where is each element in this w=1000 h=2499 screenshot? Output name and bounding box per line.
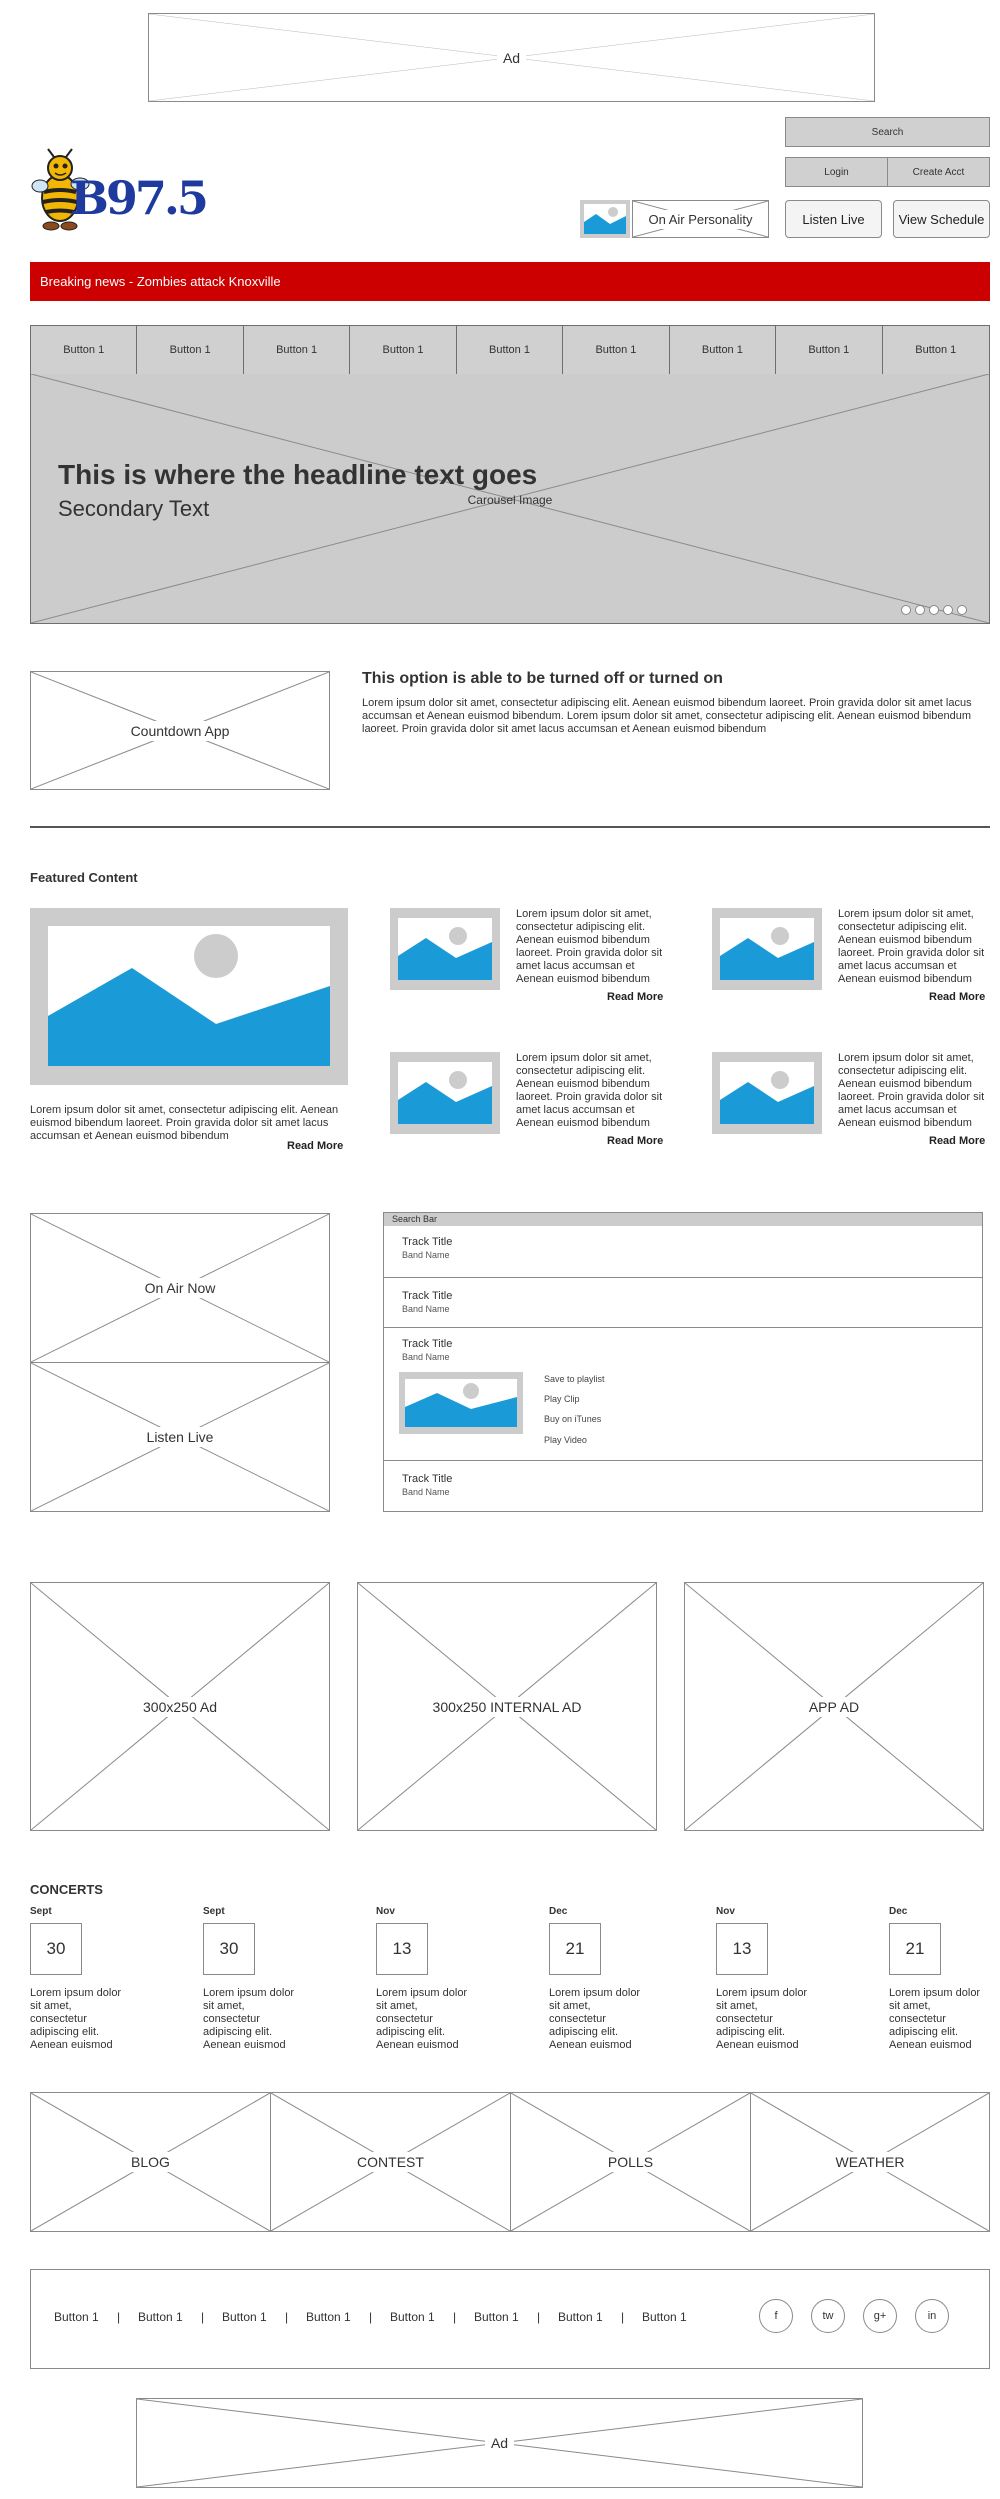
weather-tile-label: WEATHER	[830, 2152, 911, 2172]
listen-live-box[interactable]	[30, 1362, 330, 1512]
search-bar[interactable]	[384, 1213, 982, 1226]
optional-section-body: Lorem ipsum dolor sit amet, consectetur adipiscing elit. Aenean euismod bibendum laoreet. Proin gravida dolor sit amet lacus accumsan et Aenean euismod bibendum. Lorem ipsum dolor sit amet, consectetur adipiscing elit. Aenean euismod bibendum laoreet. Proin gravida dolor sit amet lacus accumsan et Aenean euismod bibendum	[362, 697, 972, 735]
carousel-dot[interactable]	[901, 605, 911, 615]
create-account-button[interactable]: Create Acct	[887, 157, 990, 187]
featured-item-text: Lorem ipsum dolor sit amet, consectetur adipiscing elit. Aenean euismod bibendum laoreet. Proin gravida dolor sit amet lacus accumsan et Aenean euismod bibendum	[516, 1052, 663, 1129]
app-ad-box[interactable]	[684, 1582, 984, 1831]
bottom-ad-label: Ad	[485, 2433, 514, 2453]
footer-nav-button[interactable]: Button 1	[306, 2310, 351, 2324]
footer-nav-button[interactable]: Button 1	[54, 2310, 99, 2324]
countdown-app[interactable]	[30, 671, 330, 790]
image-placeholder-icon	[398, 1062, 492, 1124]
image-placeholder-icon	[48, 926, 330, 1066]
save-to-playlist-option[interactable]: Save to playlist	[544, 1374, 605, 1384]
footer-nav-button[interactable]: Button 1	[558, 2310, 603, 2324]
nav-button[interactable]: Button 1	[350, 326, 456, 374]
image-placeholder-icon	[405, 1379, 517, 1427]
play-video-option[interactable]: Play Video	[544, 1435, 587, 1445]
concert-item[interactable]	[376, 1906, 496, 2051]
concerts-heading: CONCERTS	[30, 1882, 103, 1897]
on-air-now-box[interactable]	[30, 1213, 330, 1363]
facebook-icon[interactable]: f	[759, 2299, 793, 2333]
google-plus-icon[interactable]: g+	[863, 2299, 897, 2333]
300x250-ad-box[interactable]	[30, 1582, 330, 1831]
image-placeholder-icon	[720, 918, 814, 980]
footer	[30, 2269, 990, 2369]
concert-description: Lorem ipsum dolor sit amet, consectetur adipiscing elit. Aenean euismod	[203, 1987, 295, 2051]
concert-month: Nov	[376, 1906, 395, 1917]
footer-nav-button[interactable]: Button 1	[222, 2310, 267, 2324]
300x250-ad-box-label: 300x250 Ad	[137, 1697, 223, 1717]
concert-day: 21	[889, 1923, 941, 1975]
band-name: Band Name	[402, 1487, 450, 1497]
band-name: Band Name	[402, 1352, 450, 1362]
featured-thumbnail[interactable]	[390, 1052, 500, 1134]
featured-thumbnail[interactable]	[712, 1052, 822, 1134]
footer-separator: |	[117, 2310, 121, 2324]
contest-tile-label: CONTEST	[351, 2152, 430, 2172]
login-button[interactable]: Login	[785, 157, 888, 187]
band-name: Band Name	[402, 1250, 450, 1260]
read-more-link[interactable]: Read More	[607, 1135, 664, 1147]
carousel-headline: This is where the headline text goes	[58, 459, 538, 490]
featured-item-text: Lorem ipsum dolor sit amet, consectetur adipiscing elit. Aenean euismod bibendum laoreet. Proin gravida dolor sit amet lacus accumsan et Aenean euismod bibendum	[838, 1052, 985, 1129]
contest-tile[interactable]	[270, 2092, 511, 2232]
concert-month: Sept	[203, 1906, 225, 1917]
read-more-link[interactable]: Read More	[287, 1140, 344, 1152]
featured-item-text: Lorem ipsum dolor sit amet, consectetur adipiscing elit. Aenean euismod bibendum laoreet. Proin gravida dolor sit amet lacus accumsan et Aenean euismod bibendum	[516, 908, 663, 985]
station-logo[interactable]	[30, 148, 206, 236]
footer-nav-button[interactable]: Button 1	[474, 2310, 519, 2324]
featured-thumbnail[interactable]	[712, 908, 822, 990]
concert-description: Lorem ipsum dolor sit amet, consectetur adipiscing elit. Aenean euismod	[889, 1987, 981, 2051]
footer-separator: |	[201, 2310, 205, 2324]
featured-item-text: Lorem ipsum dolor sit amet, consectetur adipiscing elit. Aenean euismod bibendum laoreet. Proin gravida dolor sit amet lacus accumsan et Aenean euismod bibendum	[838, 908, 985, 985]
image-placeholder-icon	[720, 1062, 814, 1124]
track-title: Track Title	[402, 1473, 453, 1485]
nav-button[interactable]: Button 1	[670, 326, 776, 374]
nav-button[interactable]: Button 1	[883, 326, 989, 374]
concert-item[interactable]	[716, 1906, 836, 2051]
logo-text: B97.5	[70, 171, 206, 225]
countdown-label: Countdown App	[125, 721, 236, 741]
carousel-secondary-text: Secondary Text	[58, 496, 210, 521]
footer-nav-button[interactable]: Button 1	[642, 2310, 687, 2324]
concert-day: 13	[376, 1923, 428, 1975]
top-ad[interactable]	[148, 13, 875, 102]
footer-separator: |	[537, 2310, 541, 2324]
on-air-now-label: On Air Now	[139, 1278, 222, 1298]
nav-button[interactable]: Button 1	[31, 326, 137, 374]
app-ad-box-label: APP AD	[803, 1697, 865, 1717]
search-bar-label: Search Bar	[392, 1214, 438, 1224]
track-title: Track Title	[402, 1290, 453, 1302]
twitter-icon[interactable]: tw	[811, 2299, 845, 2333]
listen-live-button[interactable]: Listen Live	[785, 200, 882, 238]
bottom-ad[interactable]	[136, 2398, 863, 2488]
on-air-personality-box[interactable]	[632, 200, 769, 238]
track-row[interactable]	[384, 1278, 982, 1328]
concert-item[interactable]	[549, 1906, 669, 2051]
image-placeholder-icon	[398, 918, 492, 980]
breaking-news-text: Breaking news - Zombies attack Knoxville	[40, 274, 281, 289]
nav-button[interactable]: Button 1	[137, 326, 243, 374]
listen-live-label: Listen Live	[141, 1427, 220, 1447]
concert-day: 13	[716, 1923, 768, 1975]
track-row[interactable]	[384, 1226, 982, 1278]
nav-button[interactable]: Button 1	[244, 326, 350, 374]
concert-description: Lorem ipsum dolor sit amet, consectetur adipiscing elit. Aenean euismod	[30, 1987, 122, 2051]
concert-day: 30	[203, 1923, 255, 1975]
concert-month: Dec	[889, 1906, 908, 1917]
on-air-personality-label: On Air Personality	[642, 210, 758, 229]
featured-main-text: Lorem ipsum dolor sit amet, consectetur adipiscing elit. Aenean euismod bibendum laoreet. Proin gravida dolor sit amet lacus accumsan et Aenean euismod bibendum	[30, 1104, 339, 1142]
footer-nav-button[interactable]: Button 1	[138, 2310, 183, 2324]
read-more-link[interactable]: Read More	[929, 991, 986, 1003]
track-title: Track Title	[402, 1338, 453, 1350]
concert-day: 21	[549, 1923, 601, 1975]
carousel-dot[interactable]	[957, 605, 967, 615]
featured-heading: Featured Content	[30, 870, 138, 885]
polls-tile[interactable]	[510, 2092, 751, 2232]
concert-description: Lorem ipsum dolor sit amet, consectetur adipiscing elit. Aenean euismod	[376, 1987, 468, 2051]
nav-button[interactable]: Button 1	[776, 326, 882, 374]
carousel-dot[interactable]	[929, 605, 939, 615]
nav-button[interactable]: Button 1	[563, 326, 669, 374]
play-clip-option[interactable]: Play Clip	[544, 1394, 580, 1404]
optional-section-title: This option is able to be turned off or turned on	[362, 670, 723, 687]
carousel[interactable]	[30, 325, 990, 624]
blog-tile-label: BLOG	[125, 2152, 176, 2172]
300x250-internal-ad-box[interactable]	[357, 1582, 657, 1831]
polls-tile-label: POLLS	[602, 2152, 659, 2172]
section-divider	[30, 826, 990, 828]
linkedin-icon[interactable]: in	[915, 2299, 949, 2333]
social-links	[759, 2270, 989, 2370]
footer-separator: |	[369, 2310, 373, 2324]
track-title: Track Title	[402, 1236, 453, 1248]
concert-day: 30	[30, 1923, 82, 1975]
track-thumbnail	[399, 1372, 523, 1434]
concert-month: Nov	[716, 1906, 735, 1917]
concert-month: Dec	[549, 1906, 568, 1917]
track-row[interactable]	[384, 1461, 982, 1511]
concert-item[interactable]	[30, 1906, 150, 2051]
carousel-pagination	[901, 605, 981, 615]
read-more-link[interactable]: Read More	[607, 991, 664, 1003]
read-more-link[interactable]: Read More	[929, 1135, 986, 1147]
footer-nav-button[interactable]: Button 1	[390, 2310, 435, 2324]
track-row-expanded[interactable]	[384, 1328, 982, 1461]
footer-separator: |	[621, 2310, 625, 2324]
breaking-news-bar[interactable]	[30, 262, 990, 301]
image-placeholder-icon	[584, 204, 626, 234]
blog-tile[interactable]	[30, 2092, 271, 2232]
concert-description: Lorem ipsum dolor sit amet, consectetur adipiscing elit. Aenean euismod	[716, 1987, 808, 2051]
concert-item[interactable]	[889, 1906, 1000, 2051]
concert-description: Lorem ipsum dolor sit amet, consectetur adipiscing elit. Aenean euismod	[549, 1987, 641, 2051]
carousel-dot[interactable]	[915, 605, 925, 615]
main-nav	[31, 326, 989, 374]
concert-month: Sept	[30, 1906, 52, 1917]
section-tiles	[30, 2092, 990, 2232]
band-name: Band Name	[402, 1304, 450, 1314]
featured-thumbnail[interactable]	[390, 908, 500, 990]
footer-separator: |	[285, 2310, 289, 2324]
300x250-internal-ad-box-label: 300x250 INTERNAL AD	[427, 1697, 588, 1717]
search-button[interactable]: Search	[785, 117, 990, 147]
weather-tile[interactable]	[750, 2092, 990, 2232]
carousel-dot[interactable]	[943, 605, 953, 615]
personality-thumbnail	[580, 200, 630, 238]
footer-separator: |	[453, 2310, 457, 2324]
featured-main-image[interactable]	[30, 908, 348, 1085]
nav-button[interactable]: Button 1	[457, 326, 563, 374]
buy-on-itunes-option[interactable]: Buy on iTunes	[544, 1414, 602, 1424]
track-list	[383, 1212, 983, 1512]
footer-nav	[54, 2310, 734, 2326]
top-ad-label: Ad	[497, 48, 526, 68]
concert-item[interactable]	[203, 1906, 323, 2051]
carousel-image-label: Carousel Image	[467, 493, 553, 507]
view-schedule-button[interactable]: View Schedule	[893, 200, 990, 238]
